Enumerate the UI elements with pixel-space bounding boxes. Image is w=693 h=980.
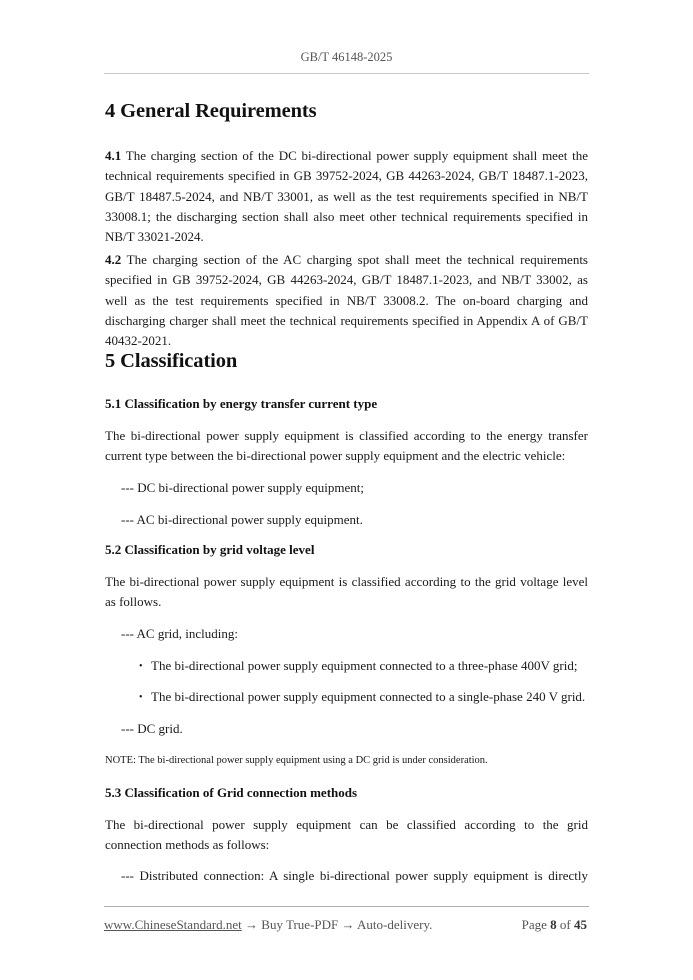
bullet-text: The bi-directional power supply equipment connected to a single-phase 240 V grid.: [151, 689, 586, 704]
website-link[interactable]: www.ChineseStandard.net: [104, 917, 242, 932]
list-item-dc-equipment: --- DC bi-directional power supply equipment;: [121, 480, 364, 495]
of-label: of: [556, 917, 574, 932]
clause-number: 4.2: [105, 252, 122, 267]
subsection-5-3-intro: The bi-directional power supply equipment can be classified according to the grid connection methods as follows:: [105, 817, 588, 853]
bullet-icon: •: [139, 692, 143, 703]
page-label: Page: [521, 917, 551, 932]
clause-text: The charging section of the AC charging spot shall meet the technical requirements specified in GB 39752-2024, GB 44263-2024, GB/T 18487.1-2023, and NB/T 33002, as well as the test requirements specified in NB/T 33008.2. The on-board charging and discharging charger shall meet the technical requirements specified in Appendix A of GB/T 40432-2021.: [105, 252, 588, 349]
list-item-ac-equipment: --- AC bi-directional power supply equipment.: [121, 512, 363, 527]
list-item-ac-grid: --- AC grid, including:: [121, 626, 238, 641]
note-dc-grid: NOTE: The bi-directional power supply equipment using a DC grid is under consideration.: [105, 755, 488, 766]
header-divider: [104, 73, 589, 74]
clause-4-2: [105, 250, 588, 351]
clause-number: 4.1: [105, 148, 122, 163]
bullet-text: The bi-directional power supply equipment connected to a three-phase 400V grid;: [151, 658, 578, 673]
subsection-5-3-heading: 5.3 Classification of Grid connection methods: [105, 785, 358, 800]
total-pages: 45: [574, 917, 587, 932]
subsection-5-1-intro: The bi-directional power supply equipment is classified according to the energy transfer current type between the bi-directional power supply equipment and the electric vehicle:: [105, 428, 588, 464]
clause-text: The charging section of the DC bi-directional power supply equipment shall meet the technical requirements specified in GB 39752-2024, GB 44263-2024, GB/T 18487.1-2023, GB/T 18487.5-2024, and NB/T 33001, as well as the test requirements specified in NB/T 33008.1; the discharging section shall also meet other technical requirements specified in NB/T 33021-2024.: [105, 148, 588, 245]
current-page-number: 8: [550, 917, 557, 932]
list-item-dc-grid: --- DC grid.: [121, 721, 183, 736]
bullet-icon: •: [139, 661, 143, 672]
subsection-5-2-intro: The bi-directional power supply equipment is classified according to the grid voltage level as follows.: [105, 574, 588, 610]
running-header-doc-id: GB/T 46148-2025: [300, 50, 393, 64]
footer-divider: [104, 906, 589, 907]
page-indicator: [522, 917, 587, 933]
bullet-item-three-phase: [139, 658, 577, 674]
section-4-heading: 4 General Requirements: [105, 100, 317, 122]
footer-promo: [104, 917, 432, 933]
bullet-item-single-phase: [139, 689, 585, 705]
footer-promo-text: → Buy True-PDF → Auto-delivery.: [241, 917, 433, 932]
subsection-5-1-heading: 5.1 Classification by energy transfer current type: [105, 396, 378, 411]
subsection-5-2-heading: 5.2 Classification by grid voltage level: [105, 542, 315, 557]
clause-4-1: [105, 146, 588, 247]
list-item-distributed-connection: --- Distributed connection: A single bi-directional power supply equipment is directly: [121, 868, 588, 883]
section-5-heading: 5 Classification: [105, 350, 238, 372]
